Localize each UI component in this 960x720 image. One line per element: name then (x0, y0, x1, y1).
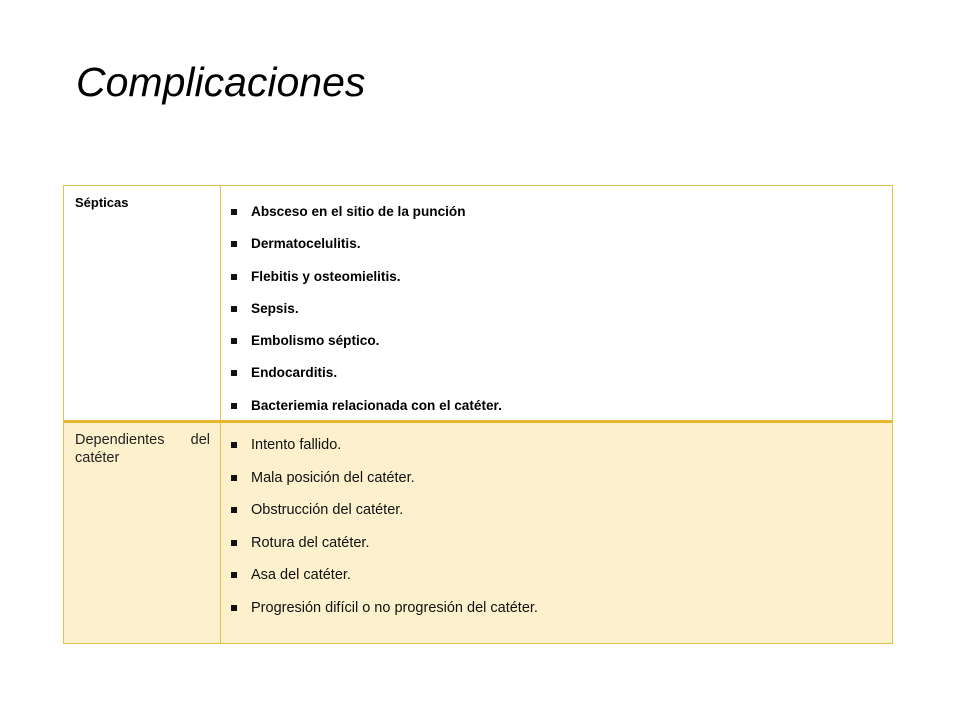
list-item (231, 531, 538, 564)
list-item (231, 232, 502, 264)
category-cell: Dependientes del catéter (64, 423, 221, 643)
table-row-septic (64, 186, 892, 423)
list-item-text: Mala posición del catéter. (251, 469, 415, 486)
list-item (231, 433, 538, 466)
list-item-text: Bacteriemia relacionada con el catéter. (251, 397, 502, 413)
category-cell: Sépticas (64, 186, 221, 420)
items-cell (221, 186, 892, 420)
list-item (231, 297, 502, 329)
list-item (231, 200, 502, 232)
slide-title: Complicaciones (76, 59, 366, 105)
bullet-list (231, 200, 502, 426)
list-item (231, 466, 538, 499)
list-item-text: Asa del catéter. (251, 567, 351, 584)
complications-table (63, 185, 893, 644)
table-row-catheter (64, 423, 892, 643)
square-bullet-icon (231, 306, 237, 312)
square-bullet-icon (231, 507, 237, 513)
square-bullet-icon (231, 475, 237, 481)
square-bullet-icon (231, 209, 237, 215)
list-item (231, 265, 502, 297)
list-item (231, 563, 538, 596)
list-item-text: Obstrucción del catéter. (251, 502, 404, 519)
list-item-text: Sepsis. (251, 300, 299, 316)
list-item-text: Embolismo séptico. (251, 333, 380, 349)
square-bullet-icon (231, 274, 237, 280)
square-bullet-icon (231, 572, 237, 578)
square-bullet-icon (231, 370, 237, 376)
list-item (231, 498, 538, 531)
list-item (231, 394, 502, 426)
square-bullet-icon (231, 338, 237, 344)
square-bullet-icon (231, 540, 237, 546)
items-cell (221, 423, 892, 643)
list-item-text: Rotura del catéter. (251, 534, 370, 551)
list-item (231, 596, 538, 629)
square-bullet-icon (231, 605, 237, 611)
list-item-text: Progresión difícil o no progresión del catéter. (251, 599, 538, 616)
list-item (231, 329, 502, 361)
square-bullet-icon (231, 403, 237, 409)
square-bullet-icon (231, 442, 237, 448)
list-item-text: Absceso en el sitio de la punción (251, 204, 466, 219)
square-bullet-icon (231, 241, 237, 247)
list-item-text: Endocarditis. (251, 365, 338, 381)
list-item-text: Intento fallido. (251, 437, 342, 453)
list-item (231, 361, 502, 393)
bullet-list (231, 433, 538, 629)
list-item-text: Dermatocelulitis. (251, 236, 361, 252)
list-item-text: Flebitis y osteomielitis. (251, 268, 401, 284)
